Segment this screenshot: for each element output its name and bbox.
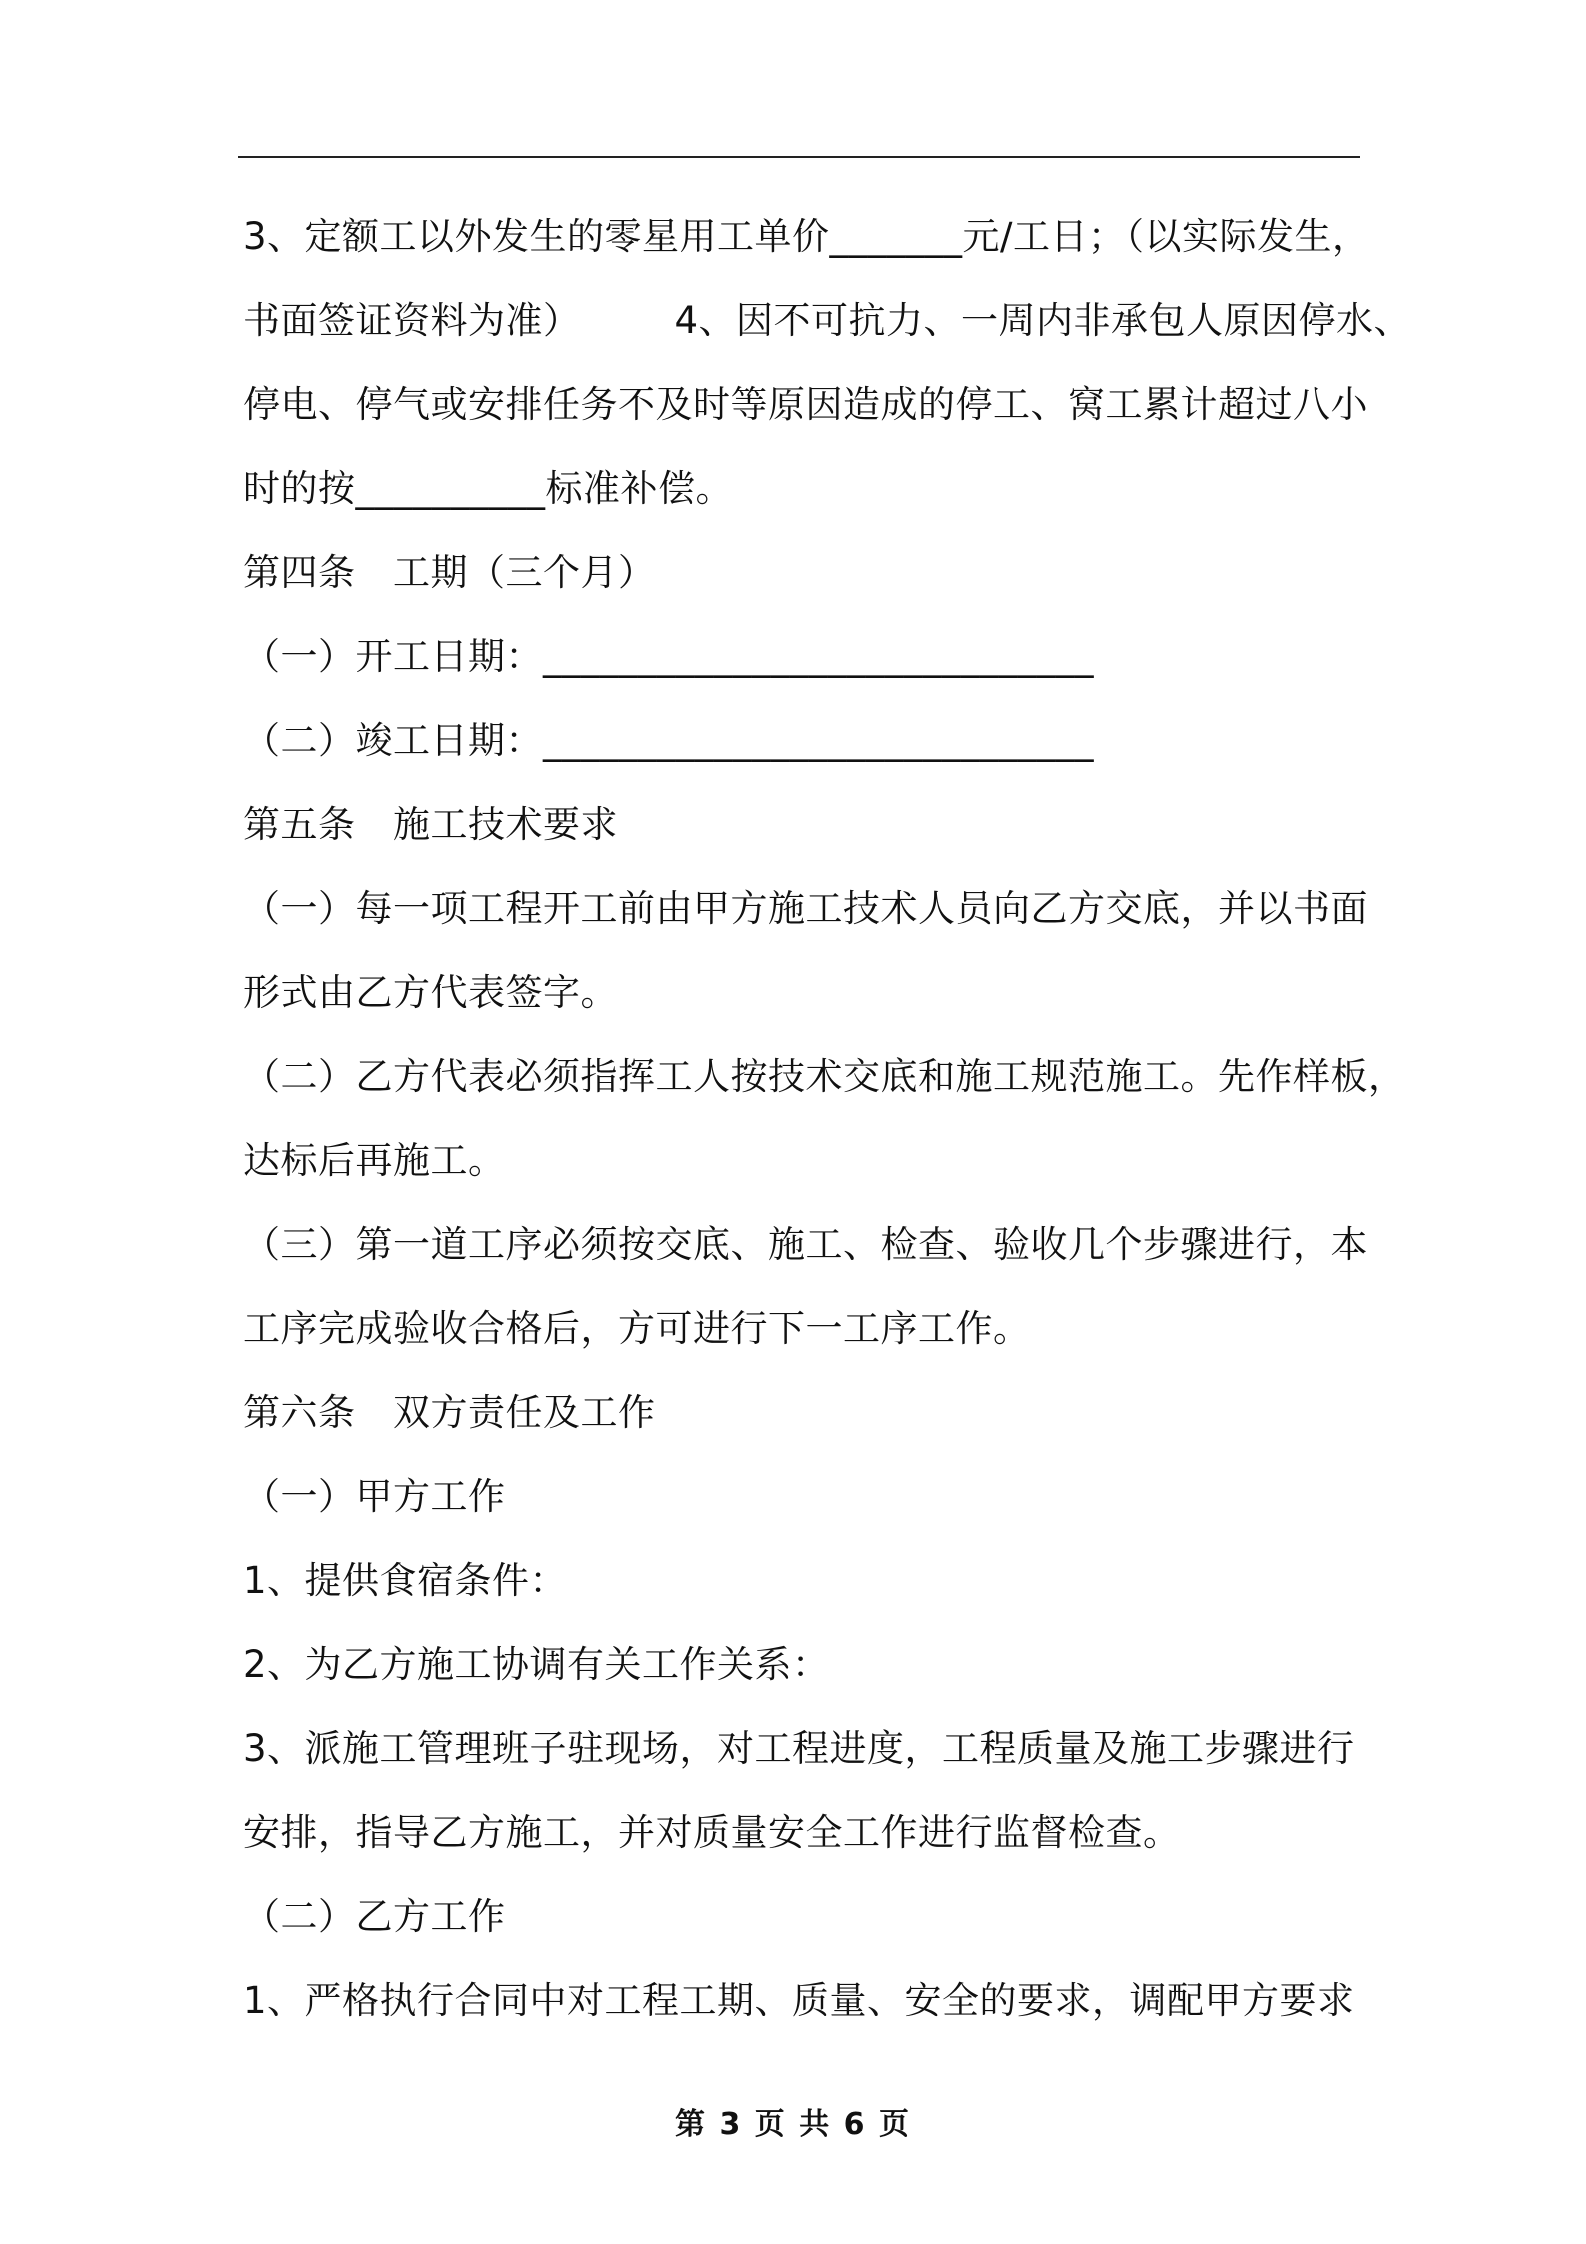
body-line: （一）甲方工作 [243, 1475, 506, 1518]
body-line: （二）竣工日期：_____________________________ [243, 719, 1094, 762]
document-body [243, 195, 1412, 2043]
section-heading: 第四条 工期（三个月） [243, 551, 656, 594]
section-heading: 第五条 施工技术要求 [243, 803, 618, 846]
body-line: 形式由乙方代表签字。 [243, 971, 618, 1014]
body-line: 安排，指导乙方施工，并对质量安全工作进行监督检查。 [243, 1811, 1181, 1854]
body-line: 停电、停气或安排任务不及时等原因造成的停工、窝工累计超过八小 [243, 383, 1368, 426]
body-line: 达标后再施工。 [243, 1139, 506, 1182]
page-number-footer: 第 3 页 共 6 页 [675, 2107, 911, 2142]
body-line: （三）第一道工序必须按交底、施工、检查、验收几个步骤进行，本 [243, 1223, 1368, 1266]
body-line: 书面签证资料为准） 4、因不可抗力、一周内非承包人原因停水、 [243, 299, 1412, 342]
section-heading: 第六条 双方责任及工作 [243, 1391, 656, 1434]
body-line: （一）开工日期：_____________________________ [243, 635, 1094, 678]
body-line: 工序完成验收合格后，方可进行下一工序工作。 [243, 1307, 1031, 1350]
body-line: 2、为乙方施工协调有关工作关系： [243, 1643, 830, 1686]
body-line: （二）乙方代表必须指挥工人按技术交底和施工规范施工。先作样板， [243, 1055, 1406, 1098]
body-line: 时的按__________标准补偿。 [243, 467, 733, 510]
body-line: （一）每一项工程开工前由甲方施工技术人员向乙方交底，并以书面 [243, 887, 1368, 930]
body-line: 1、提供食宿条件： [243, 1559, 568, 1602]
body-line: 3、派施工管理班子驻现场，对工程进度，工程质量及施工步骤进行 [243, 1727, 1355, 1770]
body-line: （二）乙方工作 [243, 1895, 506, 1938]
header-rule [238, 156, 1360, 158]
body-line: 1、严格执行合同中对工程工期、质量、安全的要求，调配甲方要求 [243, 1979, 1355, 2022]
body-line: 3、定额工以外发生的零星用工单价_______元/工日；（以实际发生， [243, 215, 1370, 258]
